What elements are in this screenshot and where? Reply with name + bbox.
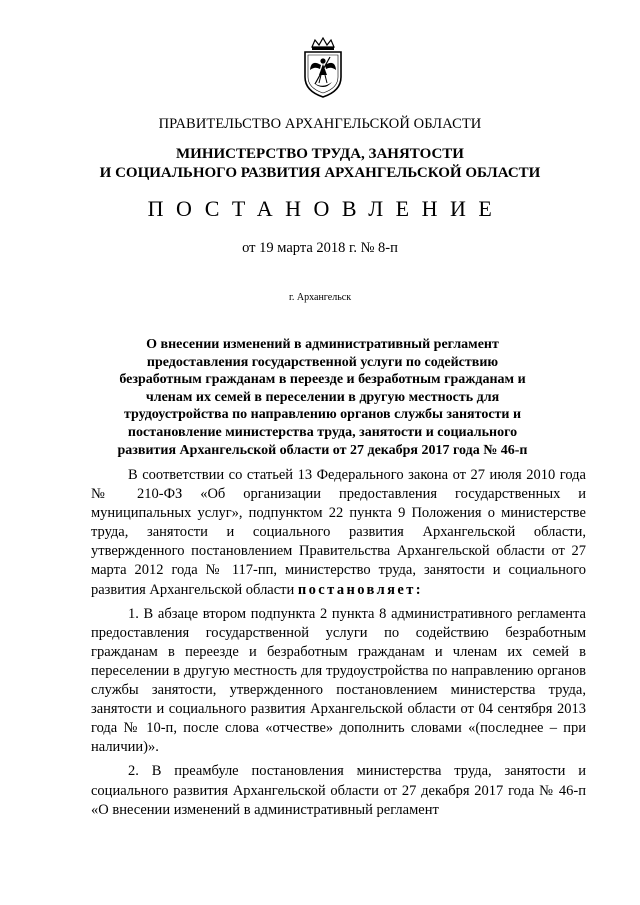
body-paragraph-2: 1. В абзаце втором подпункта 2 пункта 8 административного регламента предоставления государственной услуги по содействию безработным гражданам в переезде и безработным гражданам и членам их семей в переселении в другую местность для трудоустройства по направлению органов службы занятости, утвержденного постановлением министерства труда, занятости и социального развития Архангельской области от 04 сентября 2013 года № 10-п, после слова «отчестве» дополнить словами «(последнее – при наличии)». xyxy=(91,605,586,756)
ministry-name xyxy=(0,145,640,183)
decree-keyword: постановляет: xyxy=(297,581,423,598)
document-city: г. Архангельск xyxy=(288,292,352,303)
ministry-name-line2: И СОЦИАЛЬНОГО РАЗВИТИЯ АРХАНГЕЛЬСКОЙ ОБЛАСТИ xyxy=(99,165,541,181)
document-date-number: от 19 марта 2018 г. № 8-п xyxy=(242,240,398,256)
coat-of-arms-icon xyxy=(300,37,346,99)
body-paragraph-1-text: В соответствии со статьей 13 Федерального закона от 27 июля 2010 года № 210-ФЗ «Об организации предоставления государственных и муниципальных услуг», подпунктом 22 пункта 9 Положения о министерстве труда, занятости и социального развития Архангельской области, утвержденного постановлением Правительства Архангельской области от 27 марта 2012 года № 117-пп, министерство труда, занятости и социального развития Архангельской области xyxy=(91,467,586,598)
ministry-name-line1: МИНИСТЕРСТВО ТРУДА, ЗАНЯТОСТИ xyxy=(176,146,464,162)
body-paragraph-3: 2. В преамбуле постановления министерства труда, занятости и социального развития Архангельской области от 27 декабря 2017 года № 46-п «О внесении изменений в административный регламент xyxy=(91,763,586,818)
government-name: ПРАВИТЕЛЬСТВО АРХАНГЕЛЬСКОЙ ОБЛАСТИ xyxy=(158,116,482,132)
document-title: О внесении изменений в административный регламент предоставления государственной услуги по содействию безработным гражданам в переезде и безработным гражданам и членам их семей в переселении в другую местность для трудоустройства по направлению органов службы занятости и постановление министерства труда, занятости и социального развития Архангельской области от 27 декабря 2017 года № 46-п xyxy=(117,337,528,458)
document-type: ПОСТАНОВЛЕНИЕ xyxy=(147,196,505,221)
body-paragraph-1 xyxy=(91,466,586,600)
document-body xyxy=(91,466,586,825)
